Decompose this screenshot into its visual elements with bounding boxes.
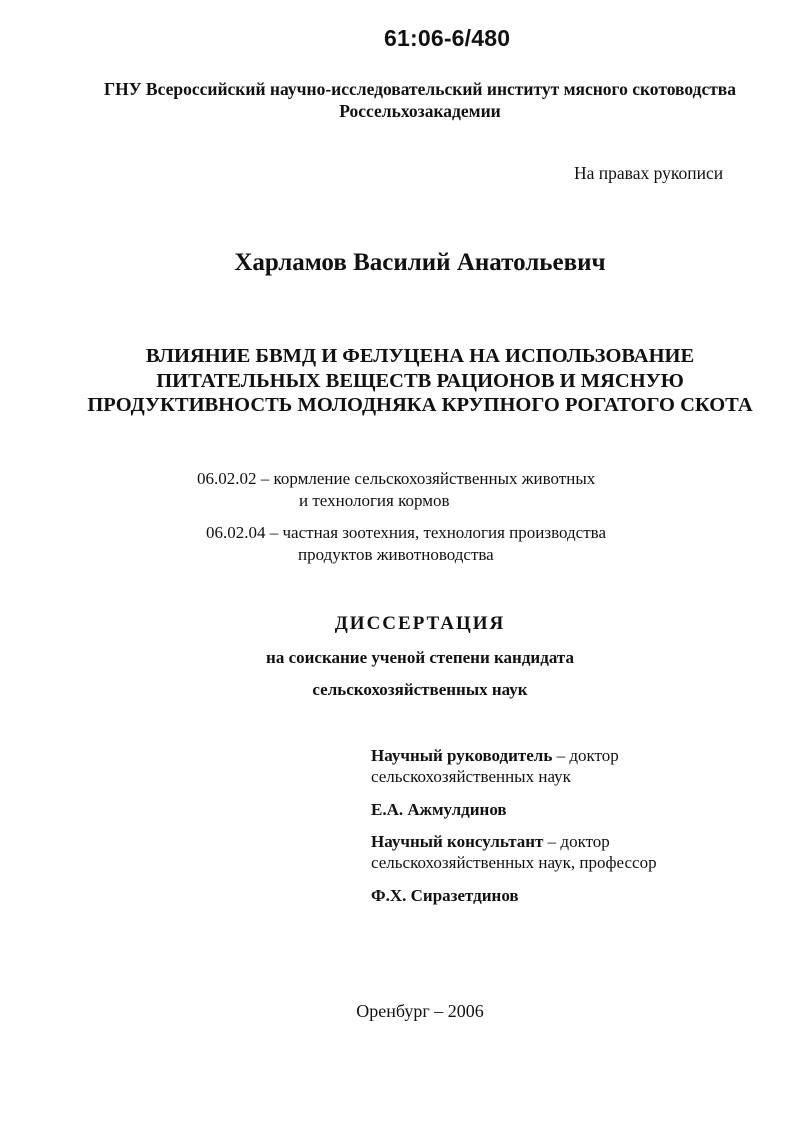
author-name: Харламов Василий Анатольевич bbox=[234, 249, 606, 276]
supervisor-role: Научный руководитель bbox=[371, 746, 553, 765]
consultant-degree-part-1: – доктор bbox=[543, 832, 610, 851]
supervisor-role-line bbox=[371, 745, 619, 767]
manuscript-note: На правах рукописи bbox=[574, 163, 724, 183]
supervisor-name: Е.А. Ажмулдинов bbox=[371, 800, 507, 819]
consultant-degree: сельскохозяйственных наук, профессор bbox=[371, 853, 657, 872]
consultant-role: Научный консультант bbox=[371, 832, 544, 851]
archive-code: 61:06-6/480 bbox=[384, 25, 511, 51]
institution-name: ГНУ Всероссийский научно-исследовательский институт мясного скотоводства Россельхозакадемии bbox=[103, 79, 737, 121]
consultant-name: Ф.Х. Сиразетдинов bbox=[371, 886, 519, 905]
specialty-1-line-2: и технология кормов bbox=[299, 491, 450, 510]
degree-line-1: на соискание ученой степени кандидата bbox=[266, 648, 574, 667]
dissertation-heading: ДИССЕРТАЦИЯ bbox=[334, 613, 506, 634]
dissertation-title: ВЛИЯНИЕ БВМД И ФЕЛУЦЕНА НА ИСПОЛЬЗОВАНИЕ ПИТАТЕЛЬНЫХ ВЕЩЕСТВ РАЦИОНОВ И МЯСНУЮ ПРОДУКТИВНОСТЬ МОЛОДНЯКА КРУПНОГО РОГАТОГО СКОТА bbox=[87, 345, 753, 416]
specialty-1-line-1: 06.02.02 – кормление сельскохозяйственных животных bbox=[197, 469, 596, 488]
supervisor-degree-part-1: – доктор bbox=[552, 746, 619, 765]
supervisor-degree: сельскохозяйственных наук bbox=[371, 767, 571, 786]
degree-line-2: сельскохозяйственных наук bbox=[312, 680, 528, 699]
place-and-year: Оренбург – 2006 bbox=[356, 1001, 484, 1021]
consultant-role-line bbox=[371, 831, 610, 853]
specialty-2-line-2: продуктов животноводства bbox=[298, 545, 494, 564]
specialty-2-line-1: 06.02.04 – частная зоотехния, технология производства bbox=[206, 523, 606, 542]
